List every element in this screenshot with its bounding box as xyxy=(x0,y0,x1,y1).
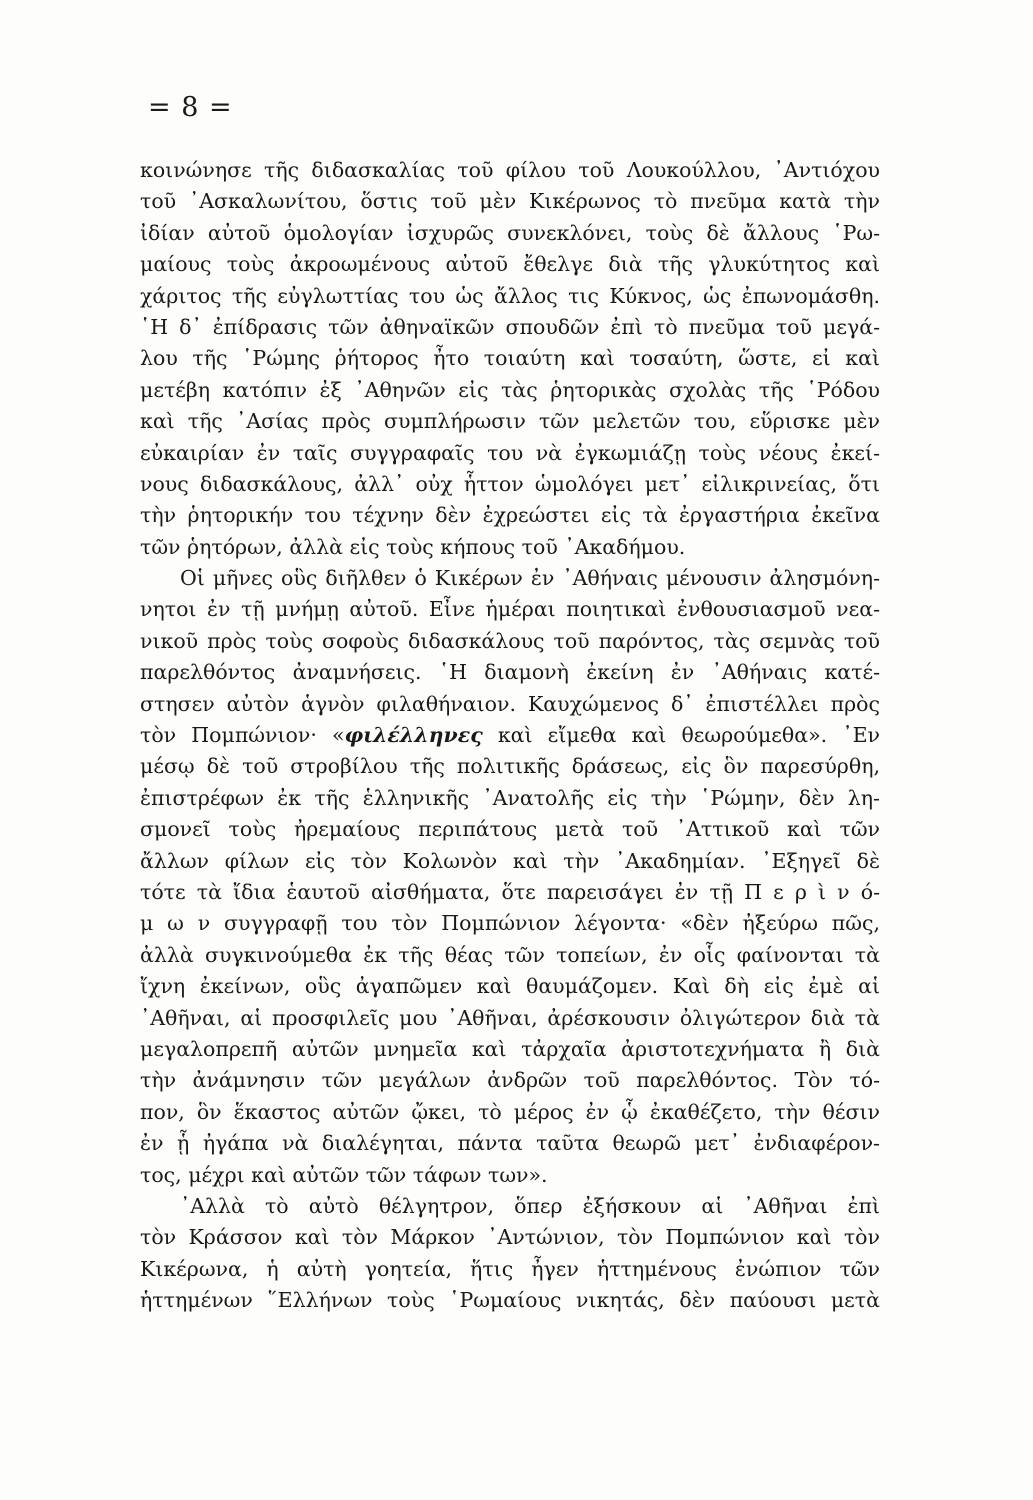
text-line: Κικέρωνα, ἡ αὐτὴ γοητεία, ἥτις ἦγεν ἡττημένους ἐνώπιον τῶν xyxy=(140,1256,880,1281)
page-number: = 8 = xyxy=(148,92,233,123)
text-line: ᾿Αθῆναι, αἱ προσφιλεῖς μου ᾿Αθῆναι, ἀρέσκουσιν ὀλιγώτερον διὰ τὰ xyxy=(140,1005,880,1030)
text-line: τὴν ῥητορικήν του τέχνην δὲν ἐχρεώστει εἰς τὰ ἐργαστήρια ἐκεῖνα xyxy=(140,503,880,528)
emphasis-philhellenes: φιλέλληνες xyxy=(344,723,483,748)
text-line: μετέβη κατόπιν ἐξ ᾿Αθηνῶν εἰς τὰς ῥητορικὰς σχολὰς τῆς ῾Ρόδου xyxy=(140,377,880,402)
text-line: καὶ τῆς ᾿Ασίας πρὸς συμπλήρωσιν τῶν μελετῶν του, εὕρισκε μὲν xyxy=(140,409,880,434)
text-line: κοινώνησε τῆς διδασκαλίας τοῦ φίλου τοῦ Λουκούλλου, ᾿Αντιόχου xyxy=(140,158,880,182)
text-line: ἄλλων φίλων εἰς τὸν Κολωνὸν καὶ τὴν ᾿Ακαδημίαν. ᾿Εξηγεῖ δὲ xyxy=(140,848,880,873)
text-line: στησεν αὐτὸν ἁγνὸν φιλαθήναιον. Καυχώμενος δ᾿ ἐπιστέλλει πρὸς xyxy=(140,691,880,716)
text-line: ᾿Αλλὰ τὸ αὐτὸ θέλγητρον, ὅπερ ἐξήσκουν αἱ ᾿Αθῆναι ἐπὶ xyxy=(180,1193,880,1218)
body-text xyxy=(140,155,880,1316)
text-line: παρελθόντος ἀναμνήσεις. ῾Η διαμονὴ ἐκείνη ἐν ᾿Αθήναις κατέ- xyxy=(140,660,880,685)
text-line: εὐκαιρίαν ἐν ταῖς συγγραφαῖς του νὰ ἐγκωμιάζῃ τοὺς νέους ἐκεί- xyxy=(140,440,880,465)
text-line: τῶν ῥητόρων, ἀλλὰ εἰς τοὺς κήπους τοῦ ᾿Ακαδήμου. xyxy=(140,534,686,559)
text-line: μ ω ν συγγραφῇ του τὸν Πομπώνιον λέγοντα· «δὲν ἠξεύρω πῶς, xyxy=(140,911,880,936)
text-line: ἰδίαν αὐτοῦ ὁμολογίαν ἰσχυρῶς συνεκλόνει, τοὺς δὲ ἄλλους ῾Ρω- xyxy=(140,220,880,245)
text-line: ἐπιστρέφων ἐκ τῆς ἑλληνικῆς ᾿Ανατολῆς εἰς τὴν ῾Ρώμην, δὲν λη- xyxy=(140,785,880,810)
text-line: νους διδασκάλους, ἀλλ᾿ οὐχ ἧττον ὡμολόγει μετ᾿ εἰλικρινείας, ὅτι xyxy=(140,471,880,496)
text-line: ἴχνη ἐκείνων, οὓς ἀγαπῶμεν καὶ θαυμάζομεν. Καὶ δὴ εἰς ἐμὲ αἱ xyxy=(140,974,880,999)
text-line: μεγαλοπρεπῆ αὐτῶν μνημεῖα καὶ τἀρχαῖα ἀριστοτεχνήματα ἢ διὰ xyxy=(140,1036,880,1061)
text-line: μέσῳ δὲ τοῦ στροβίλου τῆς πολιτικῆς δράσεως, εἰς ὃν παρεσύρθη, xyxy=(140,754,880,779)
text-line-quote xyxy=(140,720,880,751)
text-line: ἐν ᾗ ἠγάπα νὰ διαλέγηται, πάντα ταῦτα θεωρῶ μετ᾿ ἐνδιαφέρον- xyxy=(140,1131,880,1156)
text-line: μαίους τοὺς ἀκροωμένους αὐτοῦ ἔθελγε διὰ τῆς γλυκύτητος καὶ xyxy=(140,252,880,277)
text-line: χάριτος τῆς εὐγλωττίας του ὡς ἄλλος τις Κύκνος, ὡς ἐπωνομάσθη. xyxy=(140,283,880,308)
text-line: ἀλλὰ συγκινούμεθα ἐκ τῆς θέας τῶν τοπείων, ἐν οἷς φαίνονται τὰ xyxy=(140,942,880,967)
text-line: τὴν ἀνάμνησιν τῶν μεγάλων ἀνδρῶν τοῦ παρελθόντος. Τὸν τό- xyxy=(140,1068,880,1093)
text-line: πον, ὃν ἕκαστος αὐτῶν ᾤκει, τὸ μέρος ἐν ᾧ ἐκαθέζετο, τὴν θέσιν xyxy=(140,1099,880,1124)
text-line: τότε τὰ ἴδια ἑαυτοῦ αἰσθήματα, ὅτε παρεισάγει ἐν τῇ Π ε ρ ὶ ν ό- xyxy=(140,879,880,904)
text-line: τοῦ ᾿Ασκαλωνίτου, ὅστις τοῦ μὲν Κικέρωνος τὸ πνεῦμα κατὰ τὴν xyxy=(140,189,880,214)
text-fragment: τὸν Πομπώνιον· xyxy=(140,723,317,748)
text-line: ἡττημένων ῞Ελλήνων τοὺς ῾Ρωμαίους νικητάς, δὲν παύουσι μετὰ xyxy=(140,1288,880,1313)
quote-open: « xyxy=(332,723,345,748)
text-line: νικοῦ πρὸς τοὺς σοφοὺς διδασκάλους τοῦ παρόντος, τὰς σεμνὰς τοῦ xyxy=(140,628,880,653)
text-line: λου τῆς ῾Ρώμης ῥήτορος ἦτο τοιαύτη καὶ τοσαύτη, ὥστε, εἰ καὶ xyxy=(140,346,880,371)
text-line: ῾Η δ᾿ ἐπίδρασις τῶν ἀθηναϊκῶν σπουδῶν ἐπὶ τὸ πνεῦμα τοῦ μεγά- xyxy=(140,314,880,339)
text-line: Οἱ μῆνες οὓς διῆλθεν ὁ Κικέρων ἐν ᾿Αθήναις μένουσιν ἀλησμόνη- xyxy=(180,566,880,591)
text-line: νητοι ἐν τῇ μνήμῃ αὐτοῦ. Εἶνε ἡμέραι ποιητικαὶ ἐνθουσιασμοῦ νεα- xyxy=(140,597,880,622)
text-line: τος, μέχρι καὶ αὐτῶν τῶν τάφων των». xyxy=(140,1162,548,1187)
text-line: σμονεῖ τοὺς ἠρεμαίους περιπάτους μετὰ τοῦ ᾿Αττικοῦ καὶ τῶν xyxy=(140,817,880,842)
text-line: τὸν Κράσσον καὶ τὸν Μάρκον ᾿Αντώνιον, τὸν Πομπώνιον καὶ τὸν xyxy=(140,1225,880,1250)
text-fragment: καὶ εἴμεθα καὶ θεωρούμεθα». ᾿Εν xyxy=(482,723,880,748)
